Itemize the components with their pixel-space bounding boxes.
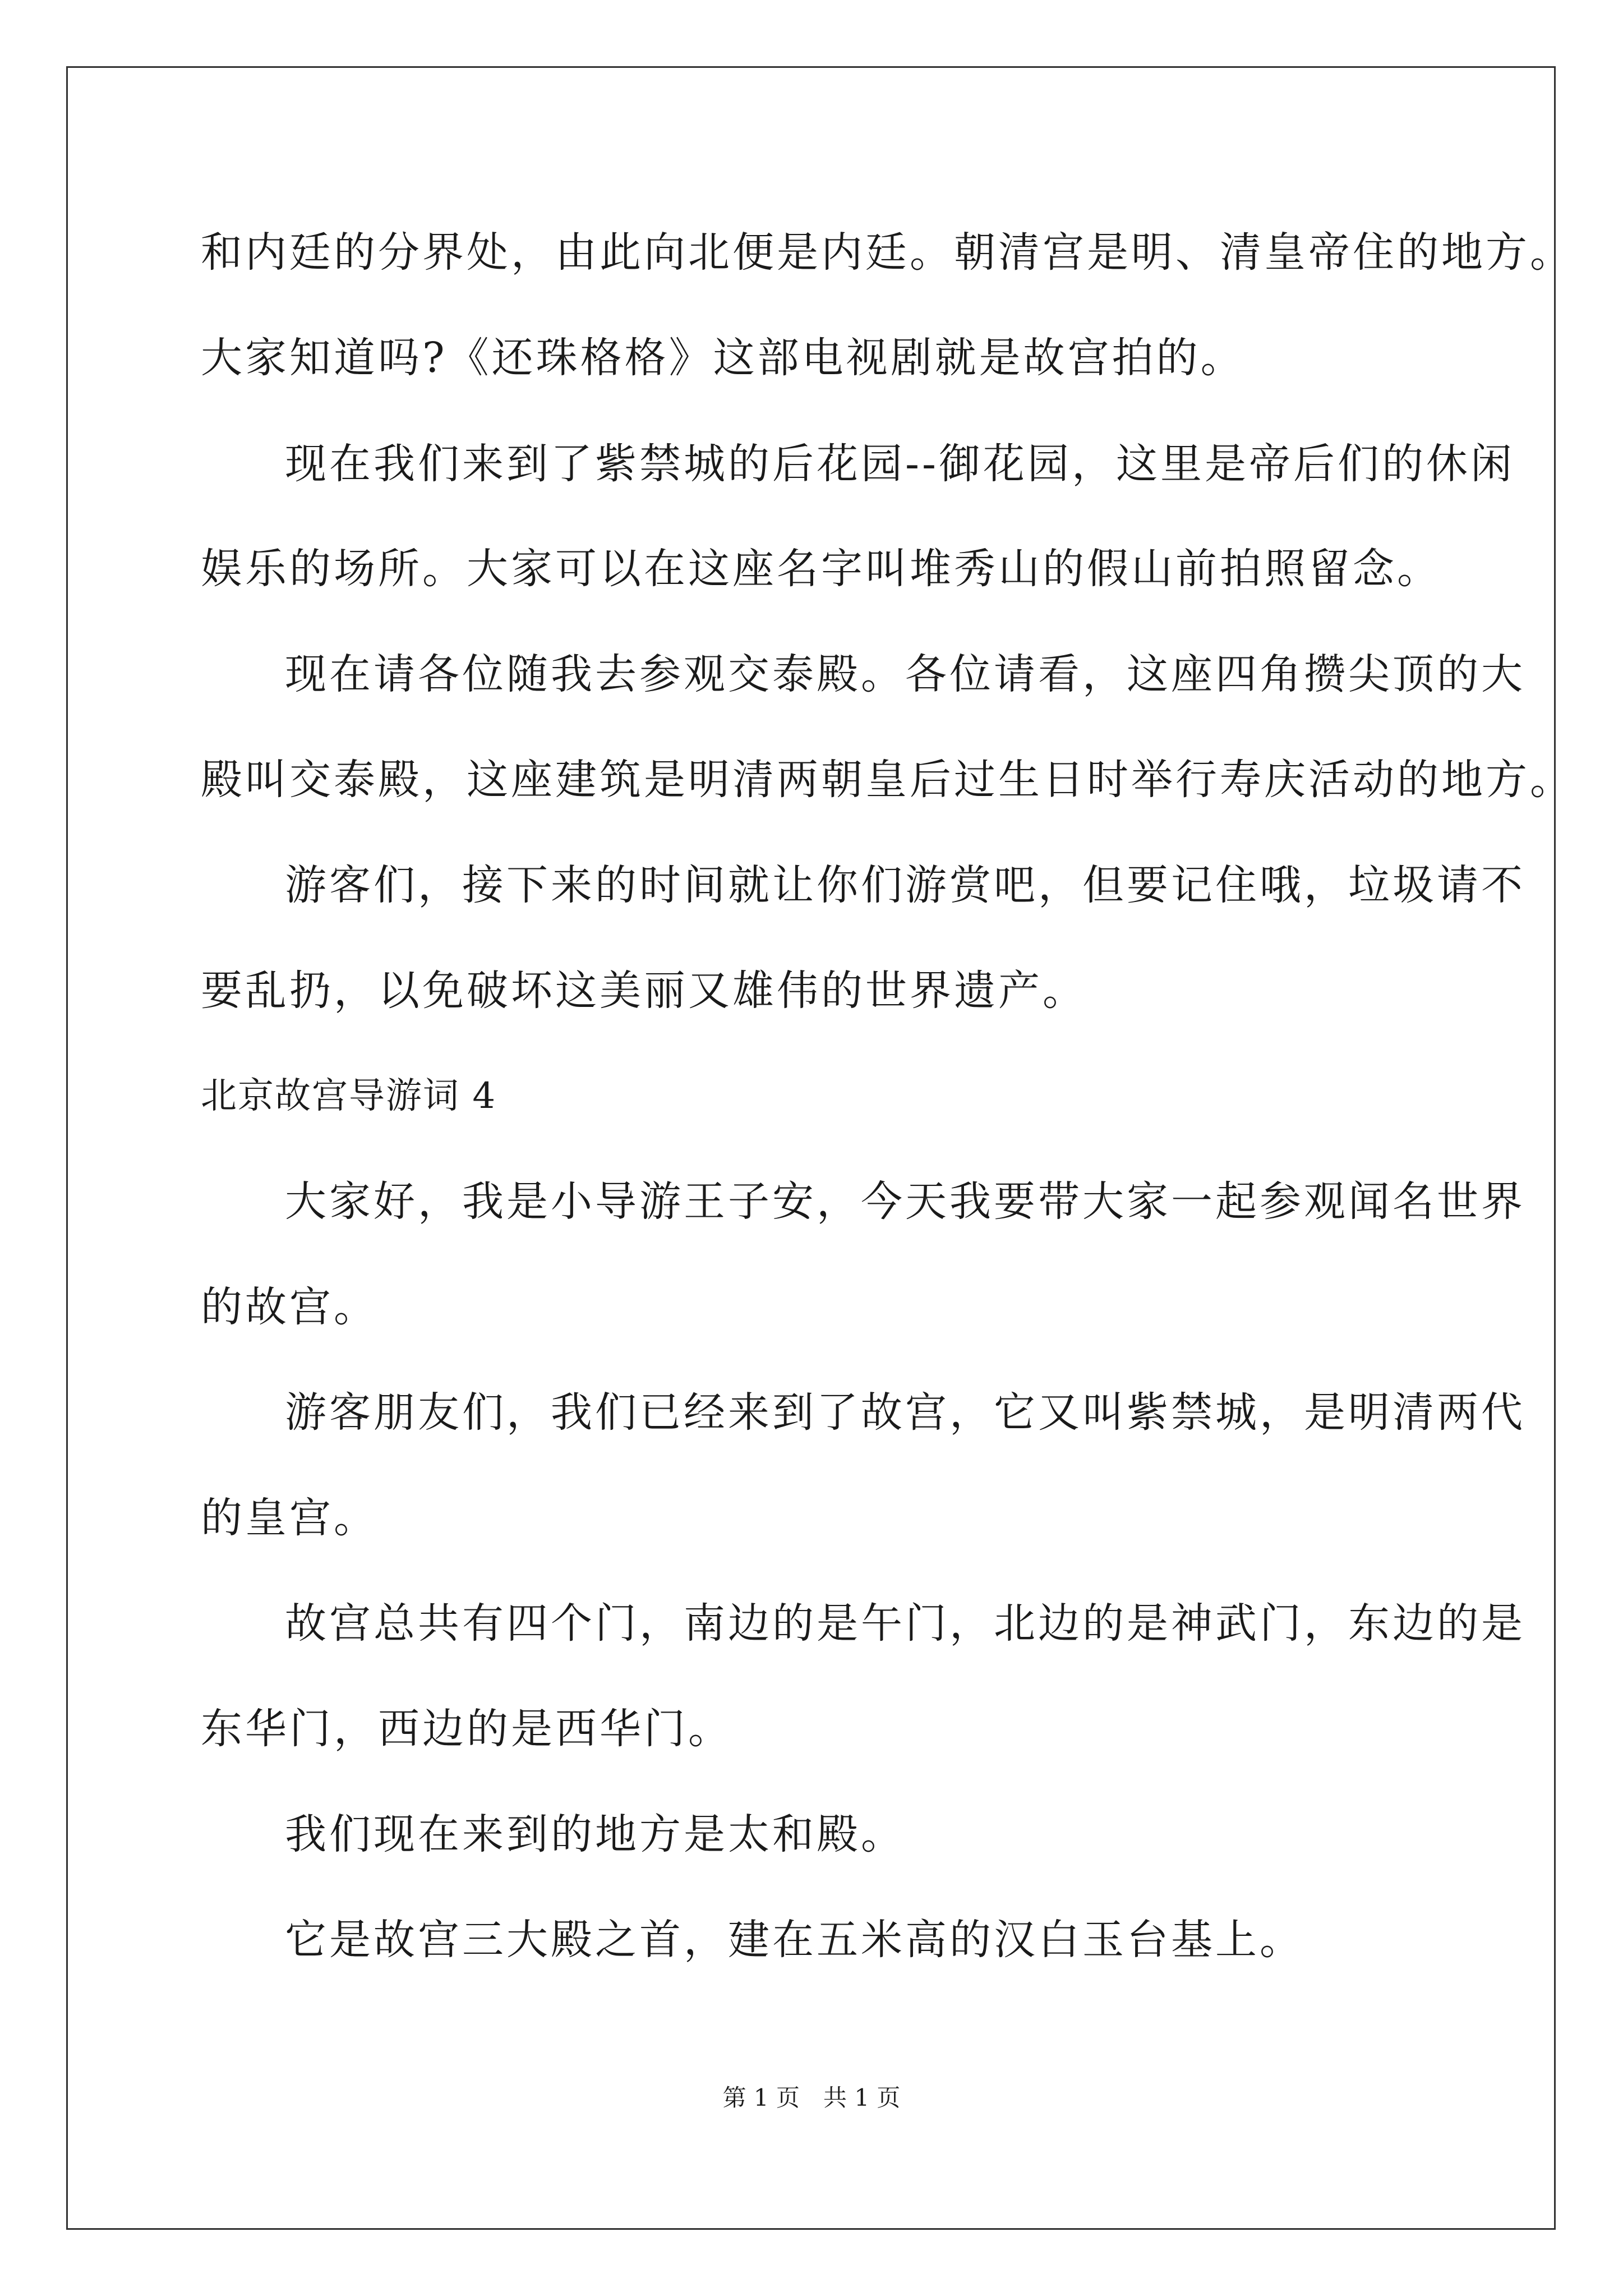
text-line-16: 我们现在来到的地方是太和殿。 xyxy=(285,1810,905,1858)
text-line-6: 殿叫交泰殿，这座建筑是明清两朝皇后过生日时举行寿庆活动的地方。 xyxy=(201,756,1574,804)
text-line-17: 它是故宫三大殿之首，建在五米高的汉白玉台基上。 xyxy=(285,1916,1304,1964)
section-heading: 北京故宫导游词 4 xyxy=(201,1075,497,1117)
text-line-11: 的故宫。 xyxy=(201,1283,378,1331)
text-line-15: 东华门，西边的是西华门。 xyxy=(201,1705,732,1753)
page-number-footer: 第 1 页 共 1 页 xyxy=(722,2084,901,2111)
text-line-7: 游客们，接下来的时间就让你们游赏吧，但要记住哦，垃圾请不 xyxy=(285,861,1525,909)
text-line-4: 娱乐的场所。大家可以在这座名字叫堆秀山的假山前拍照留念。 xyxy=(201,545,1441,593)
text-line-2: 大家知道吗?《还珠格格》这部电视剧就是故宫拍的。 xyxy=(201,334,1245,382)
text-line-8: 要乱扔，以免破坏这美丽又雄伟的世界遗产。 xyxy=(201,967,1087,1015)
text-line-10: 大家好，我是小导游王子安，今天我要带大家一起参观闻名世界 xyxy=(285,1177,1525,1226)
text-line-14: 故宫总共有四个门，南边的是午门，北边的是神武门，东边的是 xyxy=(285,1599,1525,1648)
text-line-3: 现在我们来到了紫禁城的后花园--御花园，这里是帝后们的休闲 xyxy=(285,440,1515,488)
text-line-1: 和内廷的分界处，由此向北便是内廷。朝清宫是明、清皇帝住的地方。 xyxy=(201,228,1574,277)
text-line-13: 的皇宫。 xyxy=(201,1494,378,1542)
text-line-12: 游客朋友们，我们已经来到了故宫，它又叫紫禁城，是明清两代 xyxy=(285,1388,1525,1437)
page-border xyxy=(66,66,1556,2230)
text-line-5: 现在请各位随我去参观交泰殿。各位请看，这座四角攒尖顶的大 xyxy=(285,650,1525,698)
